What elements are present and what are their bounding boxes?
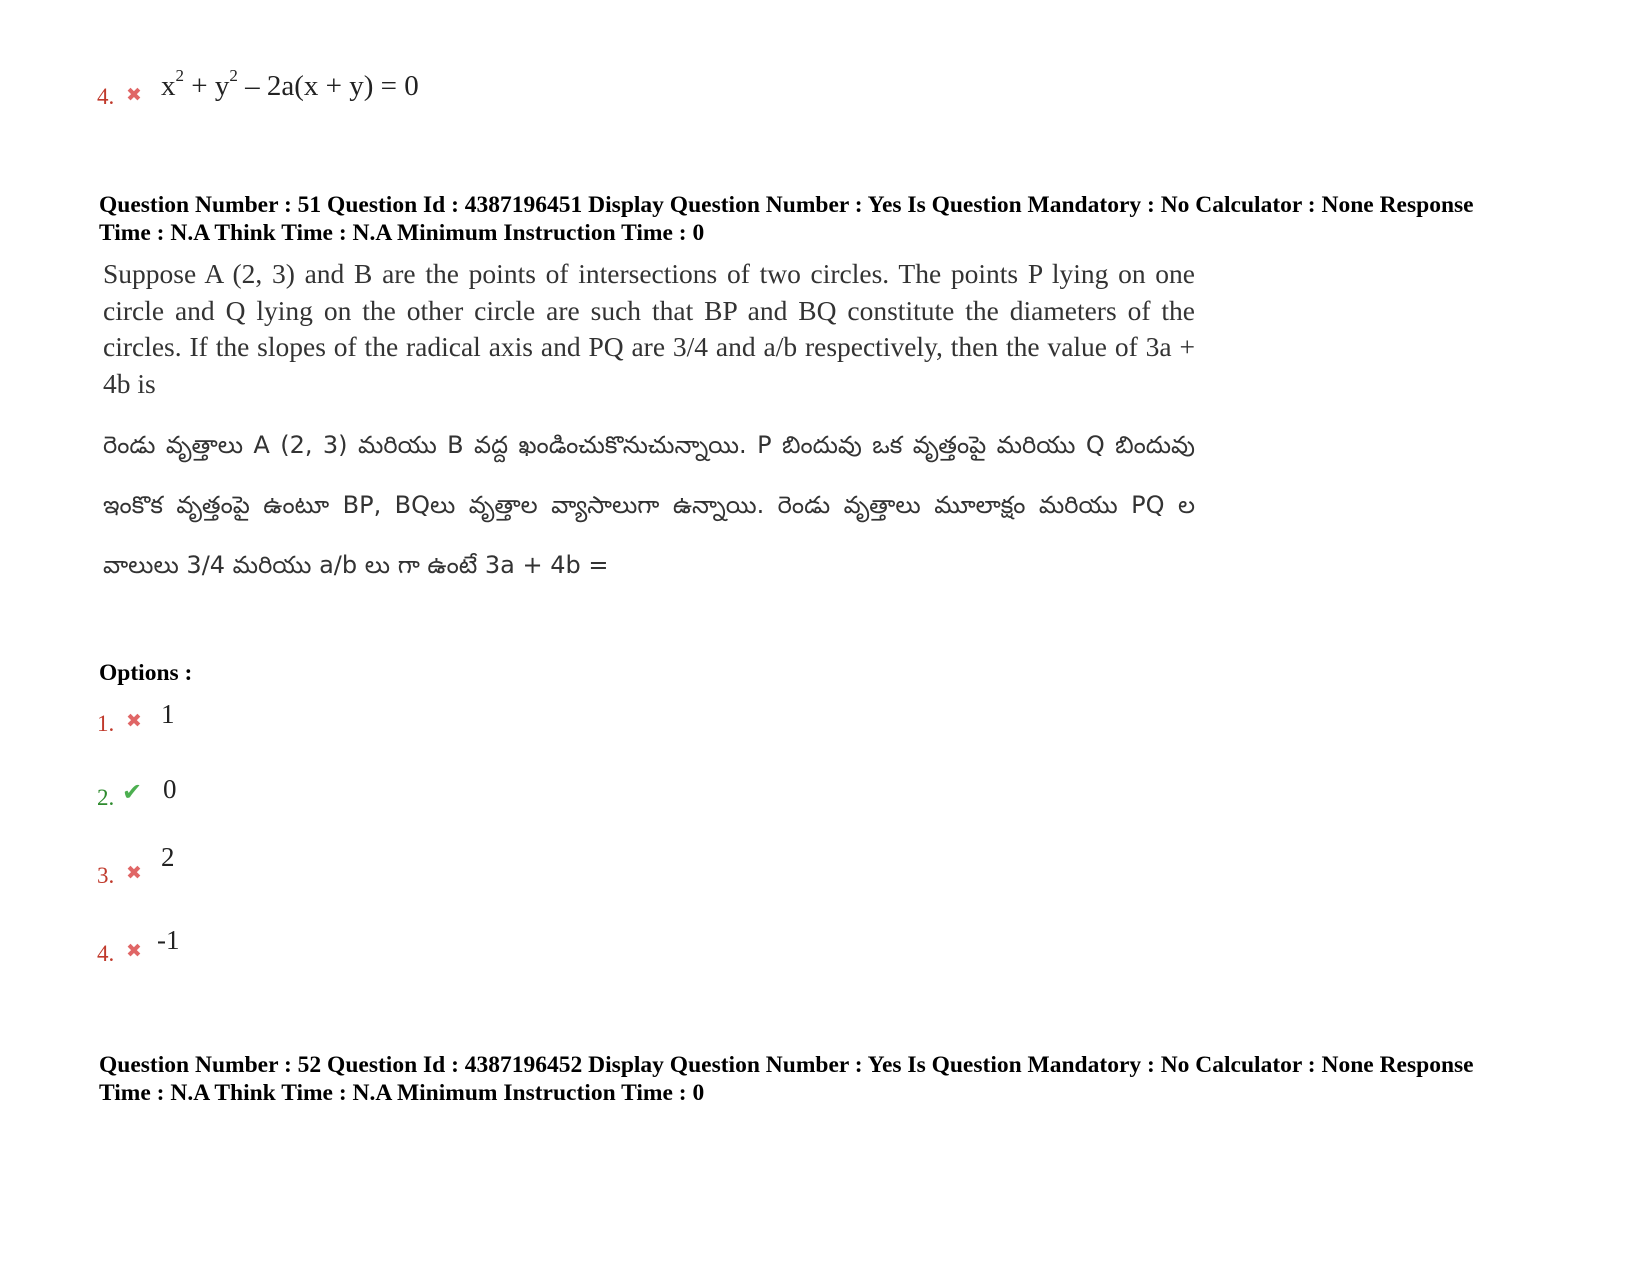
- option-3-number: 3.: [97, 863, 115, 888]
- check-icon: ✔: [122, 778, 143, 806]
- prev-option-4-formula: [161, 66, 419, 103]
- formula-sup-1: 2: [175, 66, 184, 85]
- question-51-meta-line-2: Time : N.A Think Time : N.A Minimum Instruction Time : 0: [99, 220, 705, 246]
- option-1-number: 1.: [97, 711, 115, 736]
- cross-icon: ✖: [126, 862, 142, 884]
- formula-x: x: [161, 70, 176, 102]
- question-51-meta-line-1: Question Number : 51 Question Id : 4387196451 Display Question Number : Yes Is Question Mandatory : No Calculator : None Response: [99, 192, 1474, 218]
- formula-rest: – 2a(x + y) = 0: [237, 70, 419, 102]
- option-1-value: 1: [161, 699, 175, 729]
- question-51-text-telugu: రెండు వృత్తాలు A (2, 3) మరియు B వద్ద ఖండించుకొనుచున్నాయి. P బిందువు ఒక వృత్తంపై మరియు Q బిందువు ఇంకొక వృత్తంపై ఉంటూ BP, BQలు వృత్తాల వ్యాసాలుగా ఉన్నాయి. రెండు వృత్తాలు మూలాక్షం మరియు PQ ల వాలులు 3/4 మరియు a/b లు గా ఉంటే 3a + 4b =: [103, 431, 1195, 579]
- formula-plus-y: + y: [184, 70, 230, 102]
- question-52-meta-line-2: Time : N.A Think Time : N.A Minimum Instruction Time : 0: [99, 1080, 705, 1106]
- question-52-meta: [99, 1051, 1579, 1107]
- option-2-value: 0: [163, 774, 177, 804]
- question-51-meta: [99, 191, 1579, 247]
- option-4-value: -1: [157, 925, 180, 955]
- cross-icon: ✖: [126, 84, 142, 106]
- prev-option-4-number: 4.: [97, 84, 115, 109]
- options-label: Options :: [99, 660, 193, 686]
- formula-sup-2: 2: [229, 66, 238, 85]
- option-3-value: 2: [161, 842, 175, 872]
- cross-icon: ✖: [126, 710, 142, 732]
- question-52-meta-line-1: Question Number : 52 Question Id : 4387196452 Display Question Number : Yes Is Question Mandatory : No Calculator : None Response: [99, 1052, 1474, 1078]
- question-51-text-english: Suppose A (2, 3) and B are the points of intersections of two circles. The points P lying on one circle and Q lying on the other circle are such that BP and BQ constitute the diameters of the circles. If the slopes of the radical axis and PQ are 3/4 and a/b respectively, then the value of 3a + 4b is: [103, 258, 1195, 399]
- cross-icon: ✖: [126, 940, 142, 962]
- option-4-number: 4.: [97, 941, 115, 966]
- option-2-number: 2.: [97, 785, 115, 810]
